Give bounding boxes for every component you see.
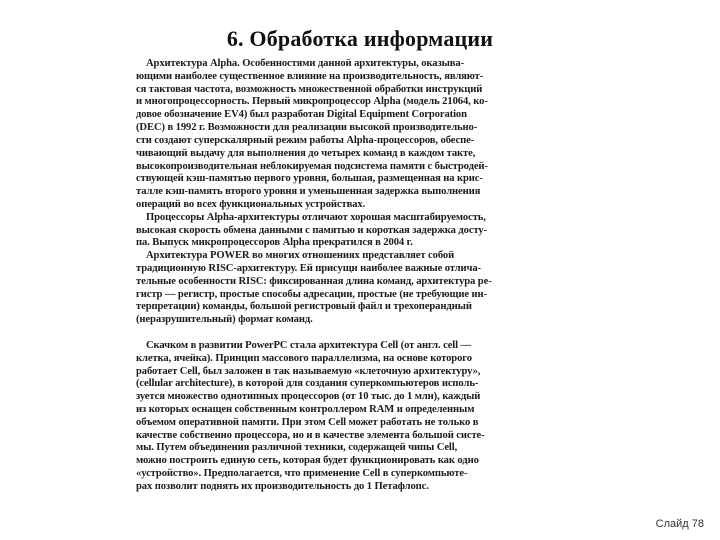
text-line: ся тактовая частота, возможность множественной обработки инструкций	[136, 83, 483, 95]
text-line	[136, 327, 561, 340]
text-line: чивающий выдачу для выполнения до четырех команд в каждом такте,	[136, 147, 476, 159]
page-title: 6. Обработка информации	[226, 26, 494, 51]
text-line: ствующей кэш-памятью первого уровня, большая, размещенная на крис-	[136, 173, 483, 185]
text-line: качестве собственно процессора, но и в качестве элемента большой систе-	[136, 429, 485, 441]
text-line: можно построить единую сеть, которая будет функционировать как одно	[136, 455, 479, 467]
text-line: талле кэш-память второго уровня и уменьшенная задержка выполнения	[136, 186, 481, 198]
text-line: Архитектура POWER во многих отношениях представляет собой	[146, 250, 455, 262]
text-line: Архитектура Alpha. Особенностями данной архитектуры, оказыва-	[146, 58, 465, 69]
text-line: Процессоры Alpha-архитектуры отличают хорошая масштабируемость,	[146, 211, 486, 223]
text-line: «устройство». Предполагается, что применение Cell в суперкомпьюте-	[136, 468, 468, 479]
text-line: объемом оперативной памяти. При этом Cell может работать не только в	[136, 416, 479, 428]
text-line: зуется множество однотипных процессоров (от 10 тыс. до 1 млн), каждый	[136, 391, 481, 403]
text-line: и многопроцессорность. Первый микропроцессор Alpha (модель 21064, ко-	[136, 96, 488, 108]
text-line: клетка, ячейка). Принцип массового параллелизма, на основе которого	[136, 352, 472, 364]
text-line: тельные особенности RISC: фиксированная длина команд, архитектура ре-	[136, 275, 492, 287]
text-line: работает Cell, был заложен в так называемую «клеточную архитектуру»,	[136, 365, 481, 377]
slide-number: Слайд 78	[655, 518, 704, 530]
text-line: из которых оснащен собственным контроллером RAM и определенным	[136, 403, 475, 415]
text-line: традиционную RISC-архитектуру. Ей присущи наиболее важные отлича-	[136, 263, 481, 274]
text-line: (DEC) в 1992 г. Возможности для реализации высокой производительно-	[136, 122, 478, 134]
text-line: высокая скорость обмена данными с памятью и короткая задержка досту-	[136, 224, 488, 236]
text-line: (неразрушительный) формат команд.	[136, 314, 313, 326]
text-line: мы. Путем объединения различной техники, содержащей чипы Cell,	[136, 442, 458, 454]
text-line: рах позволит поднять их производительность до 1 Петафлопс.	[136, 480, 429, 492]
text-line: операций во всех функциональных устройствах.	[136, 198, 366, 210]
text-line: довое обозначение EV4) был разработан Digital Equipment Corporation	[136, 109, 467, 121]
text-line: ющими наиболее существенное влияние на производительность, являют-	[136, 70, 484, 82]
text-line: высокопроизводительная неблокируемая подсистема памяти с быстродей-	[136, 160, 488, 172]
text-line: терпретации) команды, большой регистровый файл и трехоперандный	[136, 301, 472, 313]
text-line: сти создают суперскалярный режим работы Alpha-процессоров, обеспе-	[136, 134, 475, 146]
text-line: гистр — регистр, простые способы адресации, простые (не требующие ин-	[136, 288, 487, 300]
document-body	[136, 58, 561, 494]
text-line: (cellular architecture), в которой для создания суперкомпьютеров исполь-	[136, 378, 479, 390]
text-line: па. Выпуск микропроцессоров Alpha прекратился в 2004 г.	[136, 237, 413, 249]
text-line: Скачком в развитии PowerPC стала архитектура Cell (от англ. cell —	[146, 339, 472, 351]
